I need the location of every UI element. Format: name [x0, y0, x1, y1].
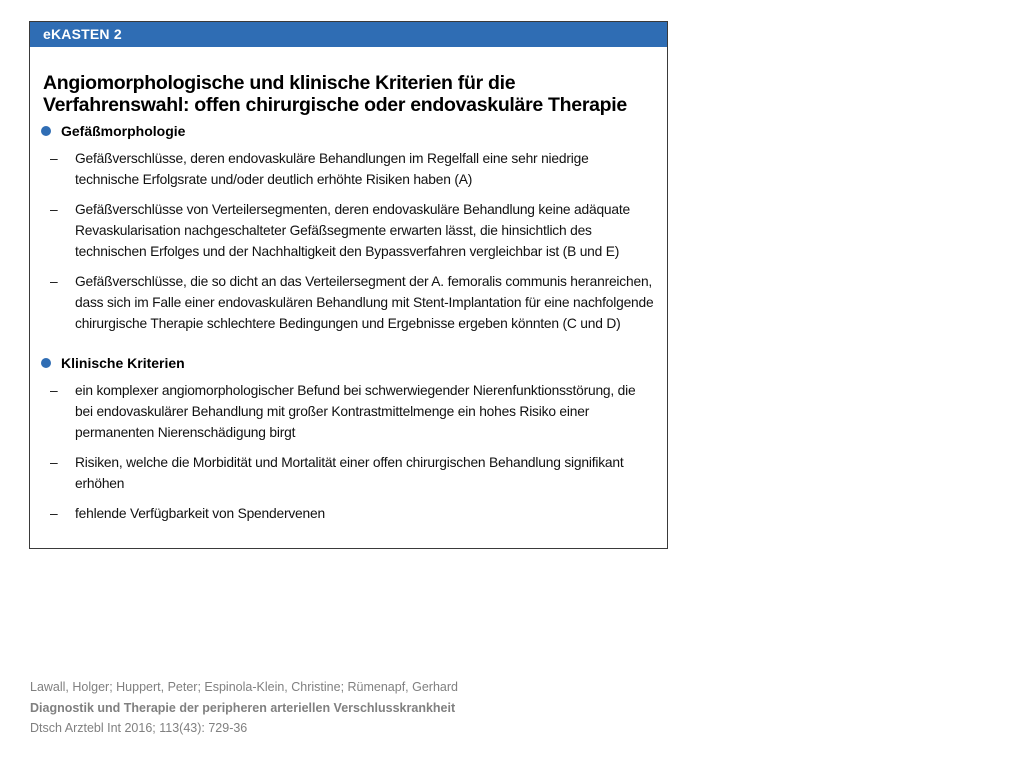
section-heading-text: Klinische Kriterien	[61, 355, 185, 371]
list-item-text: ein komplexer angiomorphologischer Befund bei schwerwiegender Nierenfunktionsstörung, die bei endovaskulärer Behandlung mit großer Kontrastmittelmenge ein hohes Risiko einer permanenten Nierenschädigung birgt	[75, 383, 636, 440]
list-item	[41, 199, 667, 262]
citation-authors: Lawall, Holger; Huppert, Peter; Espinola-Klein, Christine; Rümenapf, Gerhard	[30, 680, 458, 694]
list-item-text: Risiken, welche die Morbidität und Mortalität einer offen chirurgischen Behandlung signifikant erhöhen	[75, 455, 624, 491]
bullet-icon	[41, 358, 51, 368]
dash-icon: –	[50, 274, 58, 289]
citation-journal: Dtsch Arztebl Int 2016; 113(43): 729-36	[30, 721, 248, 735]
section-klinische-kriterien	[41, 352, 667, 524]
citation-title: Diagnostik und Therapie der peripheren arteriellen Verschlusskrankheit	[30, 700, 456, 715]
dash-icon: –	[50, 506, 58, 521]
dash-icon: –	[50, 455, 58, 470]
list-item	[41, 148, 667, 190]
list-item-text: Gefäßverschlüsse, deren endovaskuläre Behandlungen im Regelfall eine sehr niedrige technische Erfolgsrate und/oder deutlich erhöhte Risiken haben (A)	[75, 151, 589, 187]
list-item-text: fehlende Verfügbarkeit von Spendervenen	[75, 506, 325, 521]
dash-icon: –	[50, 151, 58, 166]
list-item	[41, 503, 667, 524]
box-title-line1: Angiomorphologische und klinische Kriterien für die	[43, 72, 516, 94]
section-gefaessmorphologie	[41, 120, 667, 334]
citation	[30, 677, 458, 739]
section-heading-text: Gefäßmorphologie	[61, 123, 186, 139]
dash-icon: –	[50, 383, 58, 398]
dash-icon: –	[50, 202, 58, 217]
list-item	[41, 271, 667, 334]
list-item-text: Gefäßverschlüsse von Verteilersegmenten, deren endovaskuläre Behandlung keine adäquate Revaskularisation nachgeschalteter Gefäßsegmente erwarten lässt, die hinsichtlich des technischen Erfolges und der Nachhaltigkeit den Bypassverfahren vergleichbar ist (B und E)	[75, 202, 630, 259]
ekasten-box	[29, 21, 668, 549]
section-heading	[41, 352, 667, 374]
bullet-icon	[41, 126, 51, 136]
box-title	[43, 72, 667, 116]
list-item	[41, 452, 667, 494]
list-item	[41, 380, 667, 443]
box-title-line2: Verfahrenswahl: offen chirurgische oder endovaskuläre Therapie	[43, 94, 627, 116]
section-heading	[41, 120, 667, 142]
box-header: eKASTEN 2	[30, 22, 667, 47]
list-item-text: Gefäßverschlüsse, die so dicht an das Verteilersegment der A. femoralis communis heranreichen, dass sich im Falle einer endovaskulären Behandlung mit Stent-Implantation für eine nachfolgende chirurgische Therapie schlechtere Bedingungen und Ergebnisse ergeben könnten (C und D)	[75, 274, 654, 331]
